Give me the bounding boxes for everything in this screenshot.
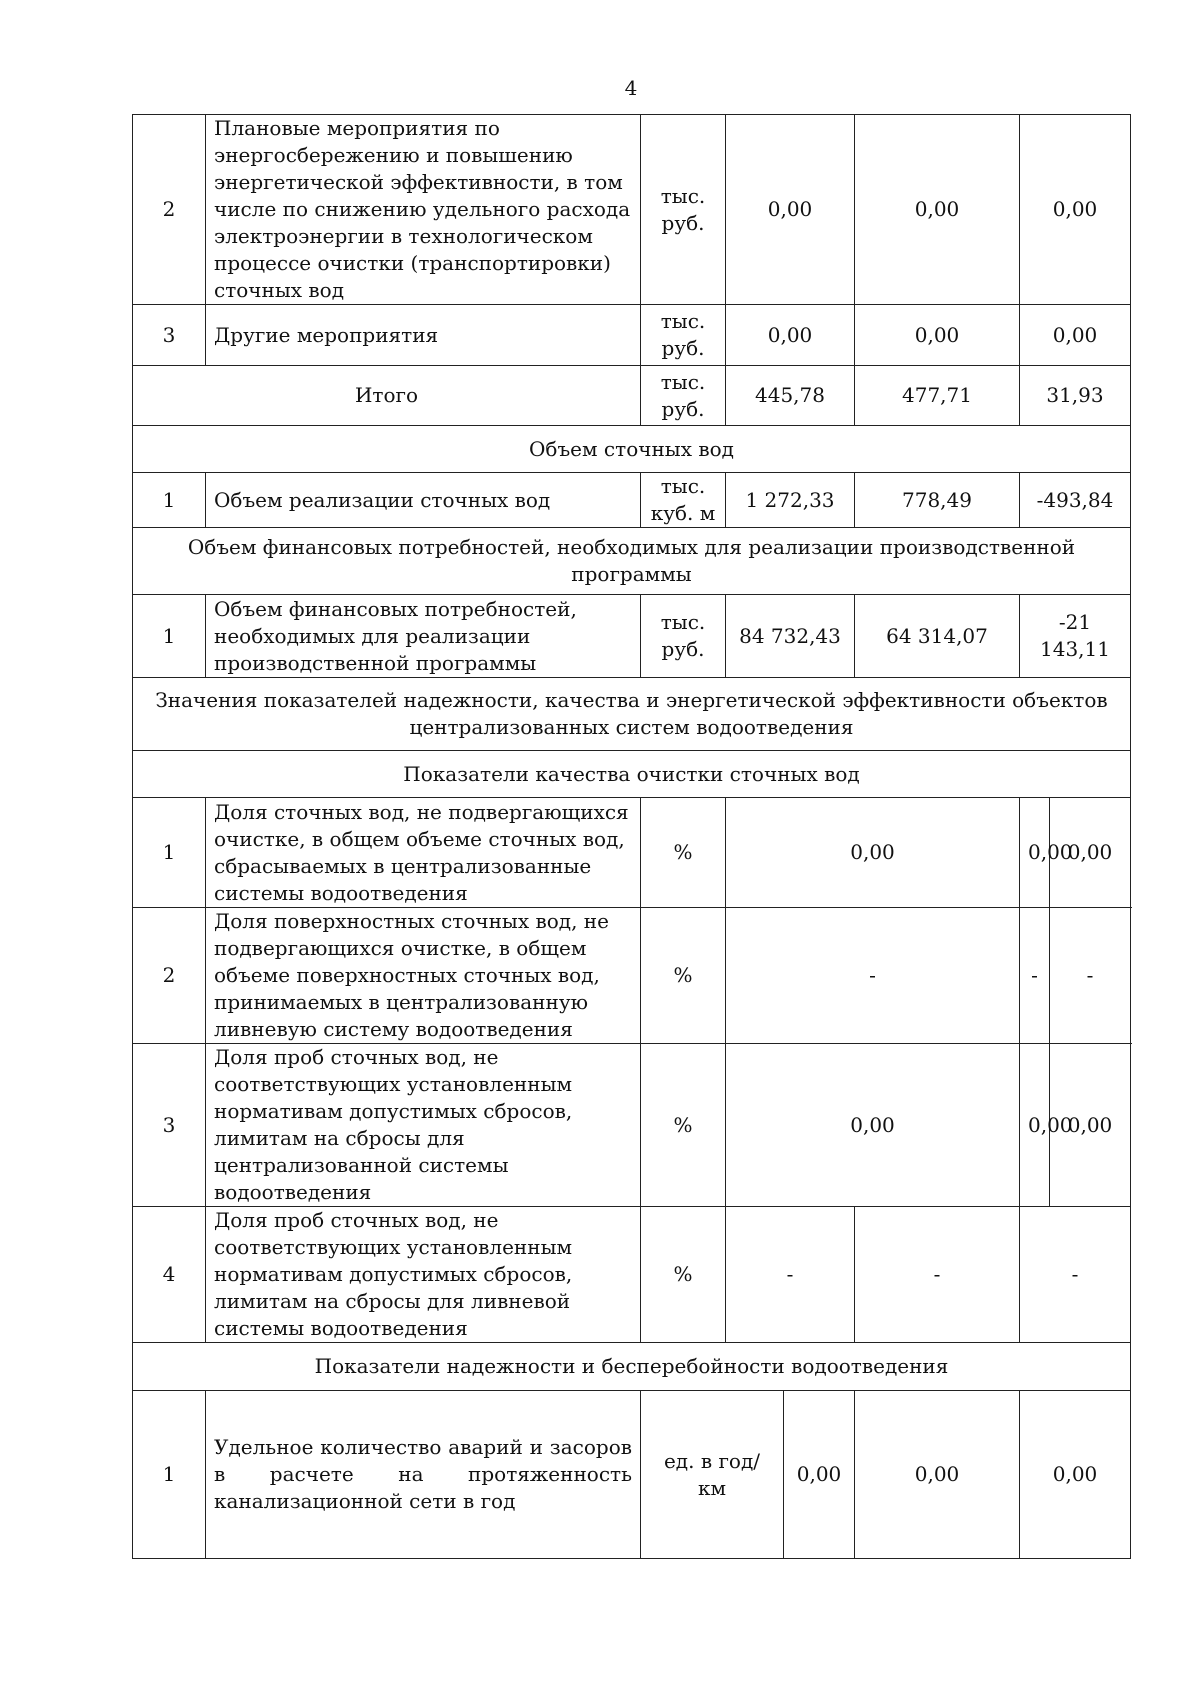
table-row — [133, 1391, 1131, 1559]
row-number: 1 — [133, 798, 206, 908]
row-number: 3 — [133, 1044, 206, 1207]
row-number: 4 — [133, 1207, 206, 1343]
row-unit: тыс. руб. — [641, 115, 726, 305]
section-header-row — [133, 1343, 1131, 1391]
total-row — [133, 366, 1131, 426]
row-value-2: - — [1020, 908, 1050, 1044]
table-row — [133, 908, 1131, 1044]
row-name: Удельное количество аварий и засоров в расчете на протяженность канализационной сети в год — [206, 1391, 641, 1559]
row-name: Доля проб сточных вод, не соответствующих установленным нормативам допустимых сбросов, лимитам на сбросы для централизованной системы водоотведения — [206, 1044, 641, 1207]
row-value-1: 0,00 — [726, 115, 855, 305]
row-unit: тыс. руб. — [641, 595, 726, 678]
row-value-1: 0,00 — [784, 1391, 855, 1559]
table-row — [133, 473, 1131, 528]
table-row — [133, 1044, 1131, 1207]
row-unit: % — [641, 1044, 726, 1207]
table-row — [133, 115, 1131, 305]
section-volume: Объем сточных вод — [133, 426, 1131, 473]
table-row — [133, 798, 1131, 908]
row-name: Доля поверхностных сточных вод, не подвергающихся очистке, в общем объеме поверхностных сточных вод, принимаемых в централизованную ливневую систему водоотведения — [206, 908, 641, 1044]
section-quality: Показатели качества очистки сточных вод — [133, 751, 1131, 798]
row-unit: ед. в год/ км — [641, 1391, 784, 1559]
row-value-3: 0,00 — [1050, 798, 1131, 908]
row-value-2: 0,00 — [855, 1391, 1020, 1559]
row-value-3: 0,00 — [1020, 115, 1131, 305]
row-value-1: 1 272,33 — [726, 473, 855, 528]
page-number: 4 — [624, 76, 638, 100]
row-value-3: -21 143,11 — [1020, 595, 1131, 678]
section-header-row — [133, 678, 1131, 751]
row-number: 3 — [133, 305, 206, 366]
row-unit: % — [641, 1207, 726, 1343]
row-value-2: 0,00 — [855, 305, 1020, 366]
row-unit: % — [641, 908, 726, 1044]
row-value-2: 778,49 — [855, 473, 1020, 528]
row-value-3: 0,00 — [1020, 1391, 1131, 1559]
total-value-1: 445,78 — [726, 366, 855, 426]
row-value-1: 0,00 — [726, 798, 1020, 908]
section-header-row — [133, 528, 1131, 595]
row-number: 2 — [133, 115, 206, 305]
row-value-3: - — [1020, 1207, 1131, 1343]
section-header-row — [133, 751, 1131, 798]
row-value-1: - — [726, 908, 1020, 1044]
row-number: 1 — [133, 1391, 206, 1559]
table-row — [133, 305, 1131, 366]
row-unit: % — [641, 798, 726, 908]
total-label: Итого — [133, 366, 641, 426]
total-value-3: 31,93 — [1020, 366, 1131, 426]
total-value-2: 477,71 — [855, 366, 1020, 426]
section-header-row — [133, 426, 1131, 473]
row-name: Плановые мероприятия по энергосбережению и повышению энергетической эффективности, в том числе по снижению удельного расхода электроэнергии в технологическом процессе очистки (транспортировки) сточных вод — [206, 115, 641, 305]
row-value-1: 84 732,43 — [726, 595, 855, 678]
row-name: Объем реализации сточных вод — [206, 473, 641, 528]
row-value-3: -493,84 — [1020, 473, 1131, 528]
row-value-2: 0,00 — [1020, 1044, 1050, 1207]
row-value-3: 0,00 — [1020, 305, 1131, 366]
row-value-3: - — [1050, 908, 1131, 1044]
total-unit: тыс. руб. — [641, 366, 726, 426]
data-table — [132, 114, 1131, 1559]
section-reliability: Показатели надежности и бесперебойности водоотведения — [133, 1343, 1131, 1391]
row-value-1: 0,00 — [726, 305, 855, 366]
row-number: 2 — [133, 908, 206, 1044]
row-number: 1 — [133, 595, 206, 678]
table-row — [133, 595, 1131, 678]
row-value-1: - — [726, 1207, 855, 1343]
table-row — [133, 1207, 1131, 1343]
row-name: Доля проб сточных вод, не соответствующих установленным нормативам допустимых сбросов, лимитам на сбросы для ливневой системы водоотведения — [206, 1207, 641, 1343]
row-name: Объем финансовых потребностей, необходимых для реализации производственной программы — [206, 595, 641, 678]
row-name: Другие мероприятия — [206, 305, 641, 366]
row-unit: тыс. куб. м — [641, 473, 726, 528]
row-name: Доля сточных вод, не подвергающихся очистке, в общем объеме сточных вод, сбрасываемых в централизованные системы водоотведения — [206, 798, 641, 908]
row-unit: тыс. руб. — [641, 305, 726, 366]
row-value-2: - — [855, 1207, 1020, 1343]
section-finance: Объем финансовых потребностей, необходимых для реализации производственной программы — [133, 528, 1131, 595]
row-value-3: 0,00 — [1050, 1044, 1131, 1207]
row-value-2: 64 314,07 — [855, 595, 1020, 678]
row-number: 1 — [133, 473, 206, 528]
row-value-1: 0,00 — [726, 1044, 1020, 1207]
row-value-2: 0,00 — [1020, 798, 1050, 908]
row-value-2: 0,00 — [855, 115, 1020, 305]
section-indicators: Значения показателей надежности, качества и энергетической эффективности объектов централизованных систем водоотведения — [133, 678, 1131, 751]
